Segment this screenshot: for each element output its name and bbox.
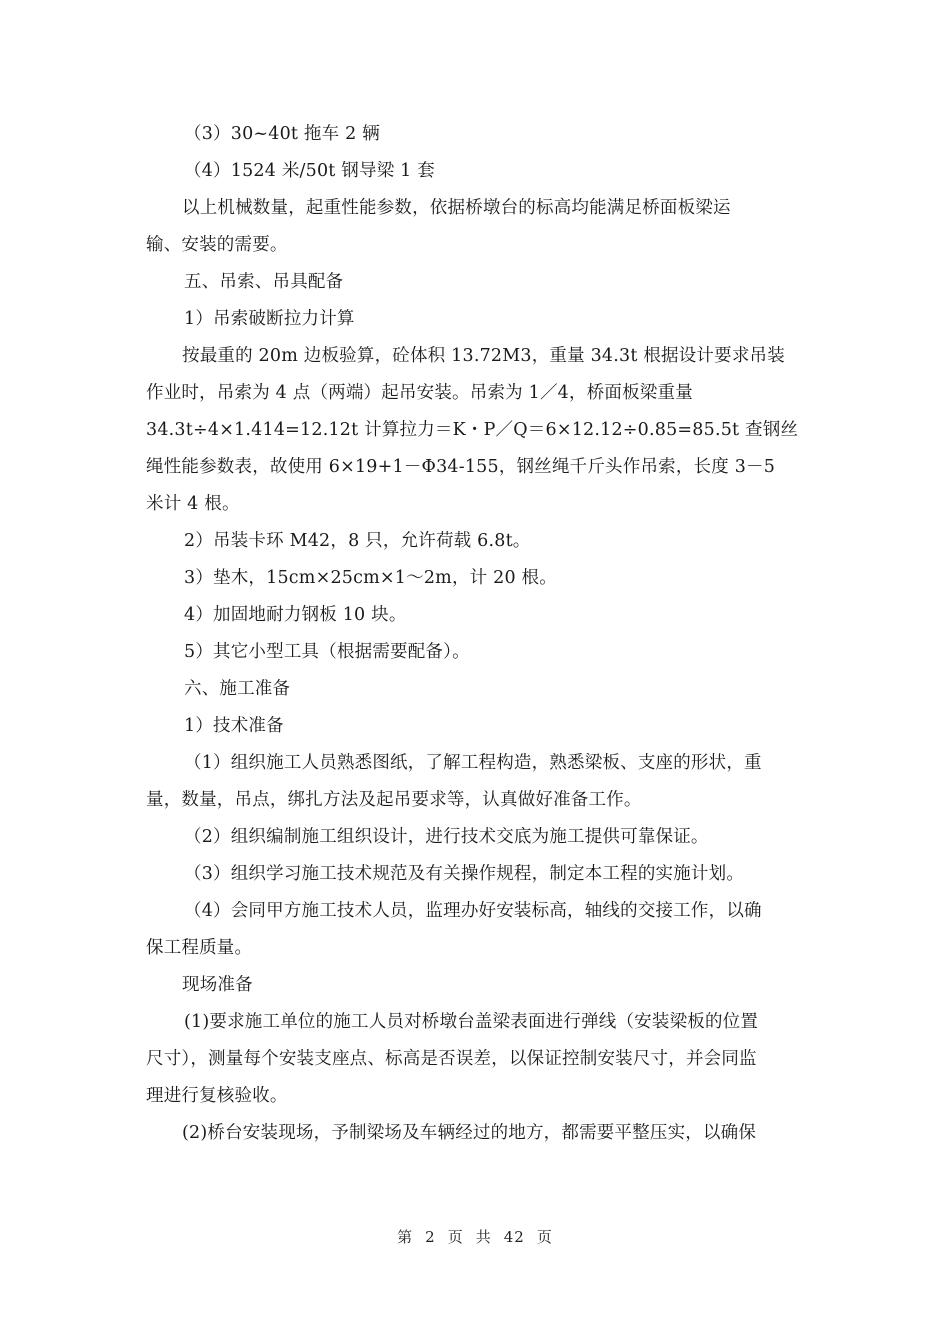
paragraph-line: （3）组织学习施工技术规范及有关操作规程，制定本工程的实施计划。 [184, 864, 745, 884]
section-heading-5: 五、吊索、吊具配备 [184, 272, 344, 292]
paragraph-line: 米计 4 根。 [146, 494, 240, 514]
paragraph-line-formula: 34.3t÷4×1.414=12.12t 计算拉力＝K・P／Q＝6×12.12÷0.85=85.5t 查钢丝 [146, 420, 799, 440]
footer-label-ye2: 页 [536, 1228, 553, 1246]
section-heading-6: 六、施工准备 [184, 679, 291, 699]
footer-total-pages: 42 [503, 1228, 525, 1246]
footer-label-ye: 页 [447, 1228, 464, 1246]
footer-page-number: 2 [425, 1228, 436, 1246]
footer-label-gong: 共 [475, 1228, 492, 1246]
subheading-tech-prep: 1）技术准备 [184, 716, 284, 736]
paragraph-line: 量，数量，吊点，绑扎方法及起吊要求等，认真做好准备工作。 [146, 790, 642, 810]
paragraph-line: 尺寸），测量每个安装支座点、标高是否误差，以保证控制安装尺寸，并会同监 [146, 1049, 757, 1069]
paragraph-line: 作业时，吊索为 4 点（两端）起吊安装。吊索为 1／4，桥面板梁重量 [146, 383, 693, 403]
paragraph-line: 保工程质量。 [146, 938, 253, 958]
paragraph-line: （2）组织编制施工组织设计，进行技术交底为施工提供可靠保证。 [184, 827, 709, 847]
list-item-steel-plate: 4）加固地耐力钢板 10 块。 [184, 605, 407, 625]
paragraph-line: （1）组织施工人员熟悉图纸，了解工程构造，熟悉梁板、支座的形状，重 [184, 753, 762, 773]
list-item-trailer: （3）30~40t 拖车 2 辆 [184, 124, 380, 144]
list-item-shackle: 2）吊装卡环 M42，8 只，允许荷载 6.8t。 [184, 531, 531, 551]
paragraph-line: (1)要求施工单位的施工人员对桥墩台盖梁表面进行弹线（安装梁板的位置 [184, 1012, 759, 1032]
paragraph-line: (2)桥台安装现场，予制梁场及车辆经过的地方，都需要平整压实，以确保 [182, 1123, 757, 1143]
paragraph-line: 绳性能参数表，故使用 6×19+1－Φ34-155，钢丝绳千斤头作吊索，长度 3－5 [146, 457, 776, 477]
list-item-steel-guide-beam: （4）1524 米/50t 钢导梁 1 套 [184, 161, 435, 181]
paragraph-line: 按最重的 20m 边板验算，砼体积 13.72M3，重量 34.3t 根据设计要求吊装 [182, 346, 785, 366]
footer-label-di: 第 [397, 1228, 414, 1246]
page-footer [0, 1226, 950, 1247]
subheading-site-prep: 现场准备 [182, 975, 253, 995]
subheading-sling-calc: 1）吊索破断拉力计算 [184, 309, 355, 329]
paragraph-line: 以上机械数量，起重性能参数，依据桥墩台的标高均能满足桥面板梁运 [182, 198, 731, 218]
paragraph-line: （4）会同甲方施工技术人员，监理办好安装标高，轴线的交接工作，以确 [184, 901, 762, 921]
paragraph-line: 输、安装的需要。 [146, 235, 288, 255]
list-item-sleeper: 3）垫木，15cm×25cm×1～2m，计 20 根。 [184, 568, 557, 588]
paragraph-line: 理进行复核验收。 [146, 1086, 288, 1106]
list-item-small-tools: 5）其它小型工具（根据需要配备）。 [184, 642, 470, 662]
